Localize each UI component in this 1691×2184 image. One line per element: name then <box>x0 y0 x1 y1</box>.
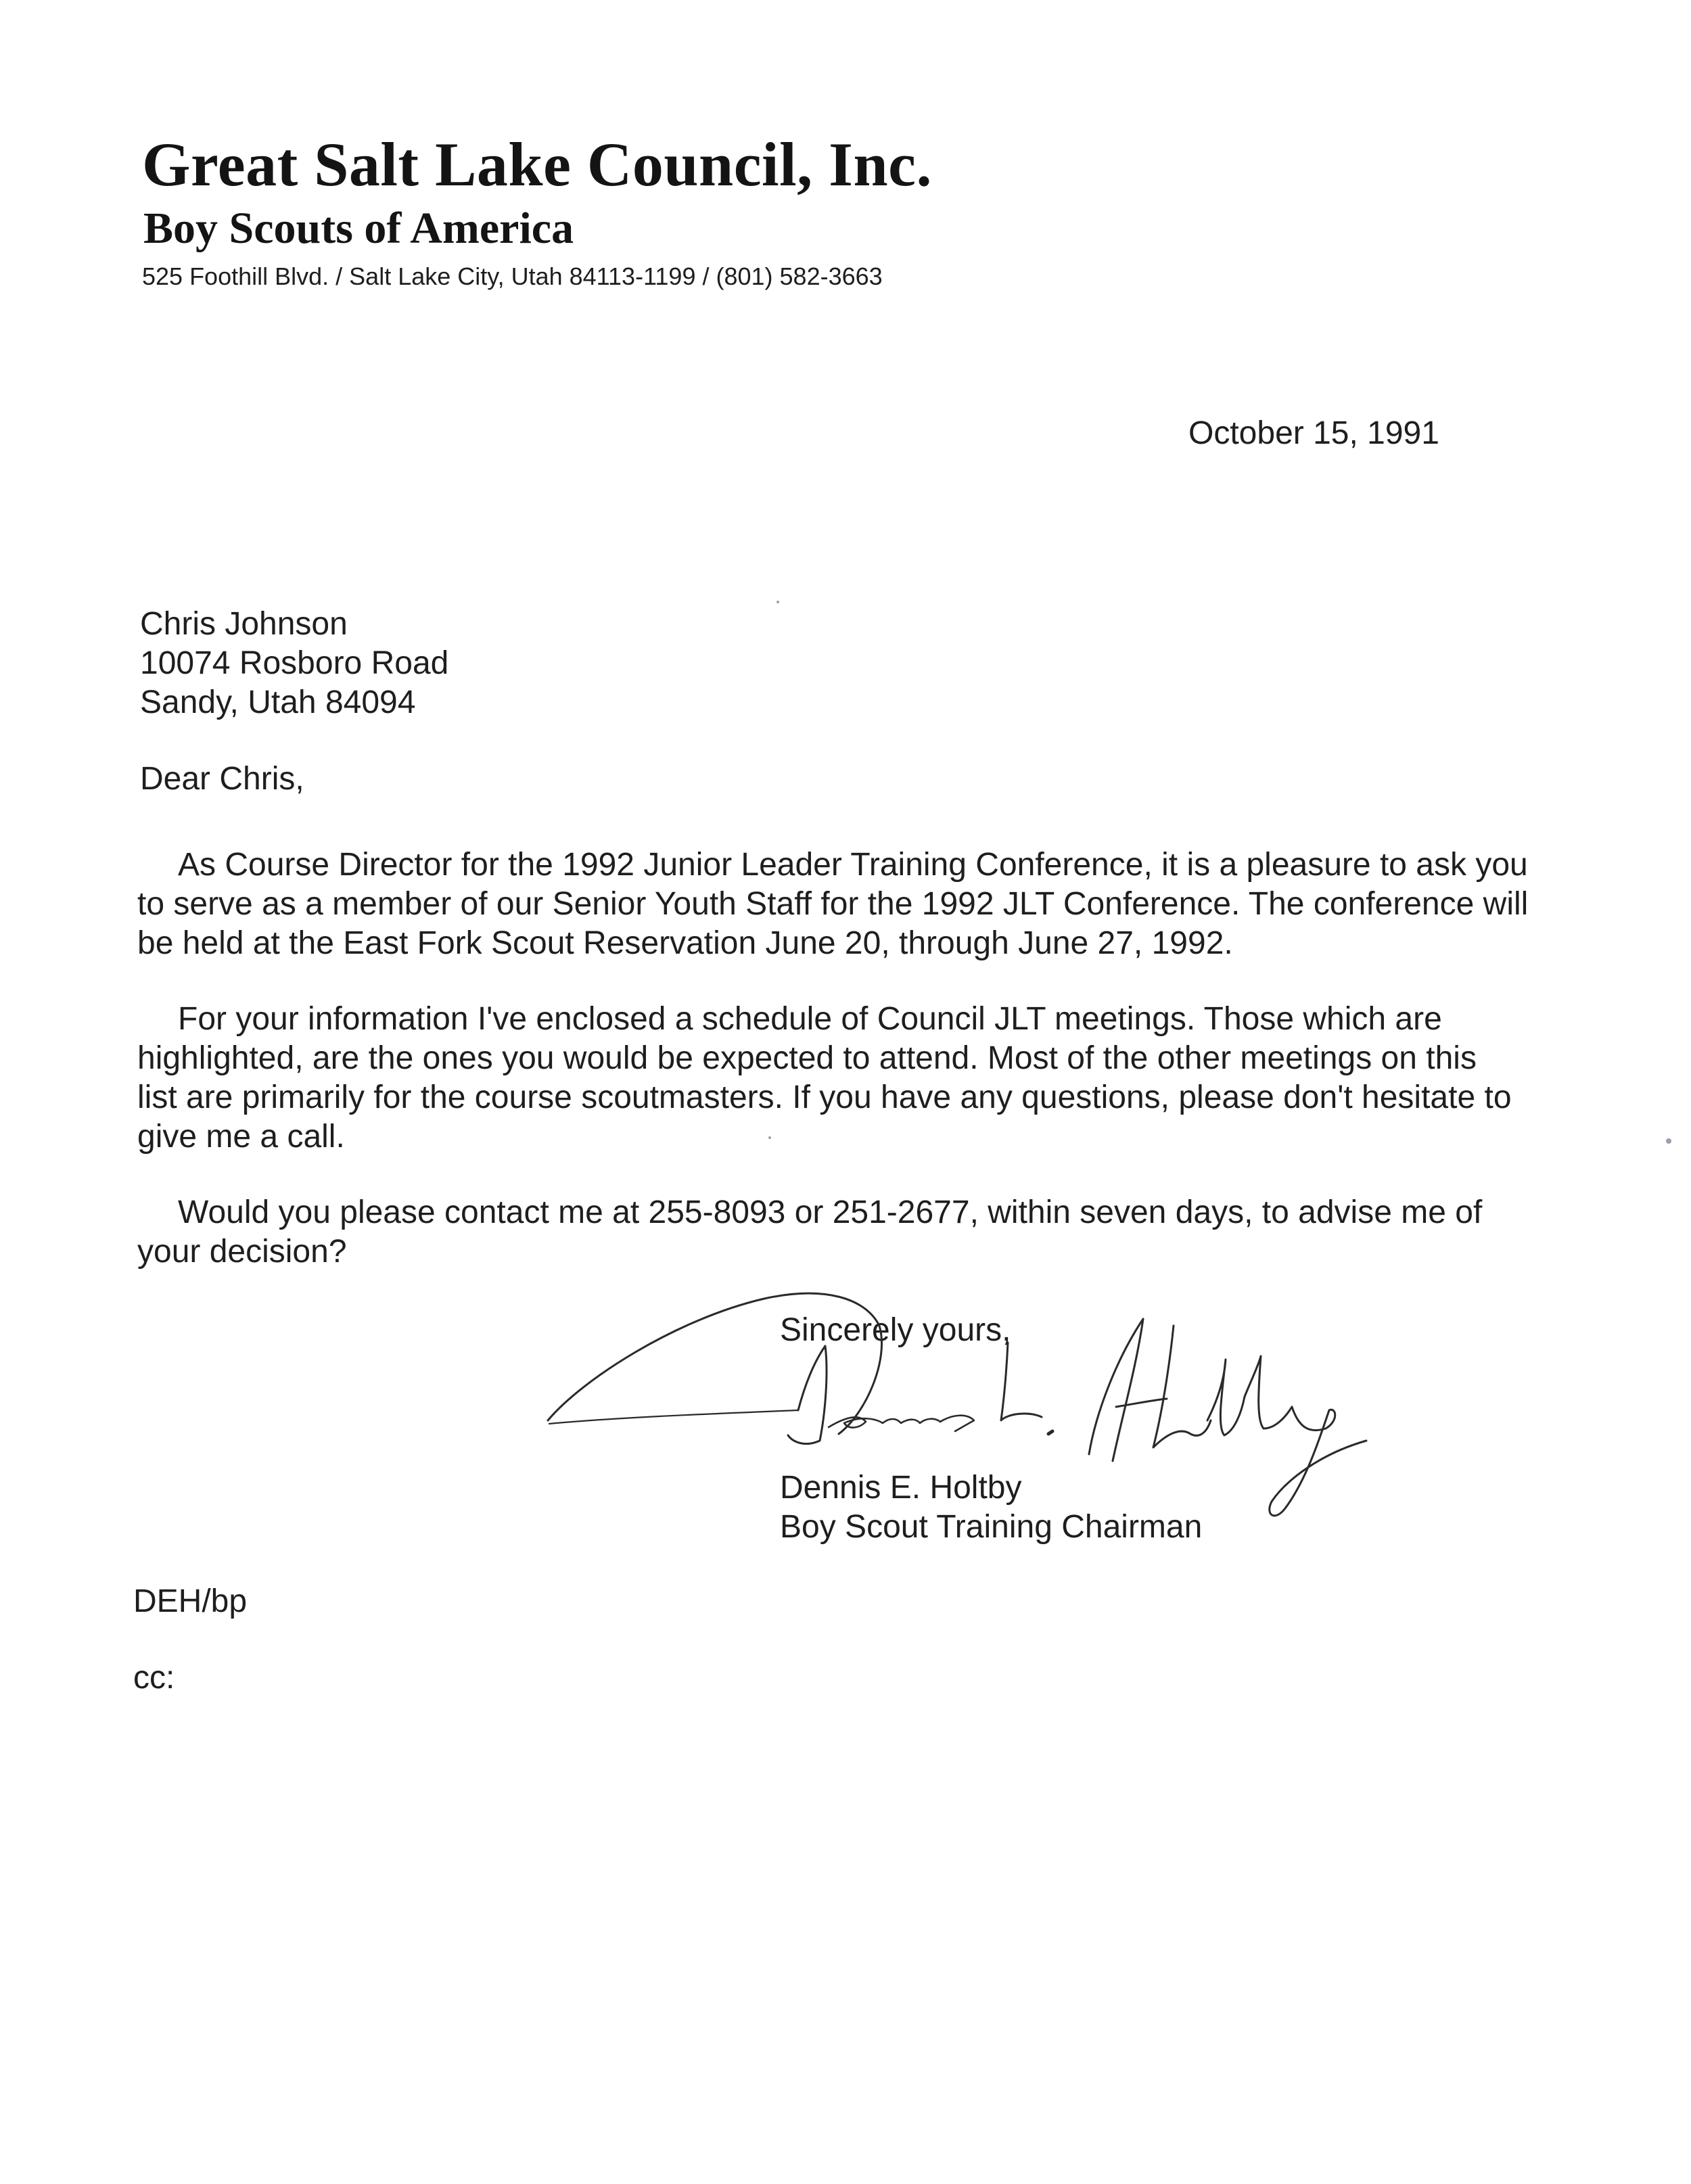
body-paragraph-2: For your information I've enclosed a schedule of Council JLT meetings. Those which are highlighted, are the ones you would be expected to attend. Most of the other meetings on this list are primarily for the course scoutmasters. If you have any questions, please don't hesitate to give me a call. <box>137 1001 1512 1155</box>
organization-subtitle: Boy Scouts of America <box>143 204 574 253</box>
salutation: Dear Chris, <box>140 761 304 797</box>
organization-name: Great Salt Lake Council, Inc. <box>142 130 932 199</box>
body-paragraph-1: As Course Director for the 1992 Junior Leader Training Conference, it is a pleasure to ask you to serve as a member of our Senior Youth Staff for the 1992 JLT Conference. The conference will be held at the East Fork Scout Reservation June 20, through June 27, 1992. <box>137 847 1529 961</box>
scan-speck <box>777 601 779 603</box>
reference-initials: DEH/bp <box>133 1583 248 1619</box>
letterhead-address: 525 Foothill Blvd. / Salt Lake City, Utah 84113-1199 / (801) 582-3663 <box>142 262 883 290</box>
recipient-city: Sandy, Utah 84094 <box>140 684 416 720</box>
body-paragraph-3: Would you please contact me at 255-8093 or 251-2677, within seven days, to advise me of your decision? <box>137 1194 1483 1270</box>
scan-speck <box>768 1136 771 1139</box>
recipient-street: 10074 Rosboro Road <box>140 645 449 681</box>
signer-name: Dennis E. Holtby <box>780 1470 1022 1506</box>
signer-title: Boy Scout Training Chairman <box>780 1509 1203 1545</box>
carbon-copy-label: cc: <box>133 1660 175 1696</box>
closing: Sincerely yours, <box>780 1312 1011 1348</box>
recipient-name: Chris Johnson <box>140 606 348 642</box>
letter-date: October 15, 1991 <box>1188 415 1439 451</box>
scan-speck <box>1666 1138 1671 1144</box>
